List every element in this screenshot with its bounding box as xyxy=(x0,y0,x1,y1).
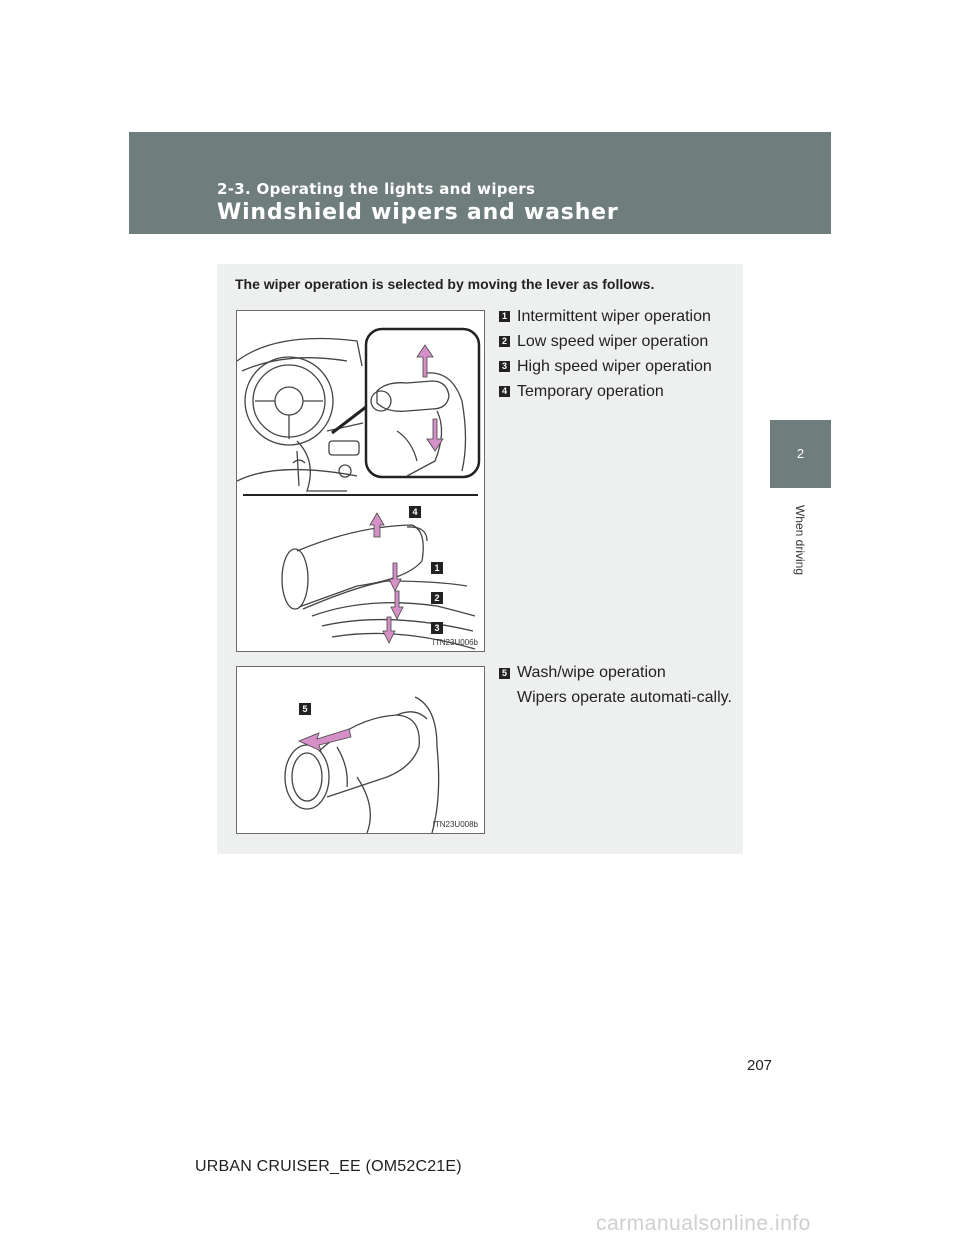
number-badge: 1 xyxy=(499,311,510,322)
operation-label: Wash/wipe operation xyxy=(517,664,666,681)
list-item xyxy=(499,354,735,379)
operation-label: Intermittent wiper operation xyxy=(517,307,711,325)
intro-text: The wiper operation is selected by moving the lever as follows. xyxy=(235,276,655,292)
operation-label: High speed wiper operation xyxy=(517,357,712,375)
watermark: carmanualsonline.info xyxy=(596,1212,811,1235)
callout-4: 4 xyxy=(409,506,421,518)
callout-1: 1 xyxy=(431,562,443,574)
wash-operation xyxy=(499,660,735,710)
footer-code: URBAN CRUISER_EE (OM52C21E) xyxy=(195,1158,462,1175)
wash-lever-illustration xyxy=(236,666,485,834)
chapter-tab[interactable] xyxy=(770,420,831,488)
callout-5: 5 xyxy=(299,703,311,715)
number-badge: 3 xyxy=(499,361,510,372)
wash-description: Wipers operate automati-cally. xyxy=(517,689,732,706)
page-title: Windshield wipers and washer xyxy=(217,200,619,225)
chapter-label-area xyxy=(762,490,838,590)
number-badge: 2 xyxy=(499,336,510,347)
list-item xyxy=(499,329,735,354)
figure-code-2: ITN23U008b xyxy=(432,820,478,829)
page-number: 207 xyxy=(747,1057,773,1074)
section-header xyxy=(129,132,831,234)
operation-label: Low speed wiper operation xyxy=(517,332,709,350)
list-item xyxy=(499,304,735,329)
list-item xyxy=(499,379,735,404)
list-item xyxy=(499,660,735,686)
operation-list xyxy=(499,304,735,404)
wash-lever-drawing xyxy=(237,667,484,833)
section-label: 2-3. Operating the lights and wipers xyxy=(217,180,536,198)
callout-3: 3 xyxy=(431,622,443,634)
operation-label: Temporary operation xyxy=(517,382,664,400)
content-box xyxy=(217,264,743,854)
chapter-label: When driving xyxy=(793,504,807,576)
wiper-lever-drawing xyxy=(237,311,484,651)
wiper-lever-illustration xyxy=(236,310,485,652)
callout-2: 2 xyxy=(431,592,443,604)
chapter-number: 2 xyxy=(796,446,805,461)
number-badge: 4 xyxy=(499,386,510,397)
number-badge: 5 xyxy=(499,668,510,679)
figure-code: ITN23U006b xyxy=(432,638,478,647)
